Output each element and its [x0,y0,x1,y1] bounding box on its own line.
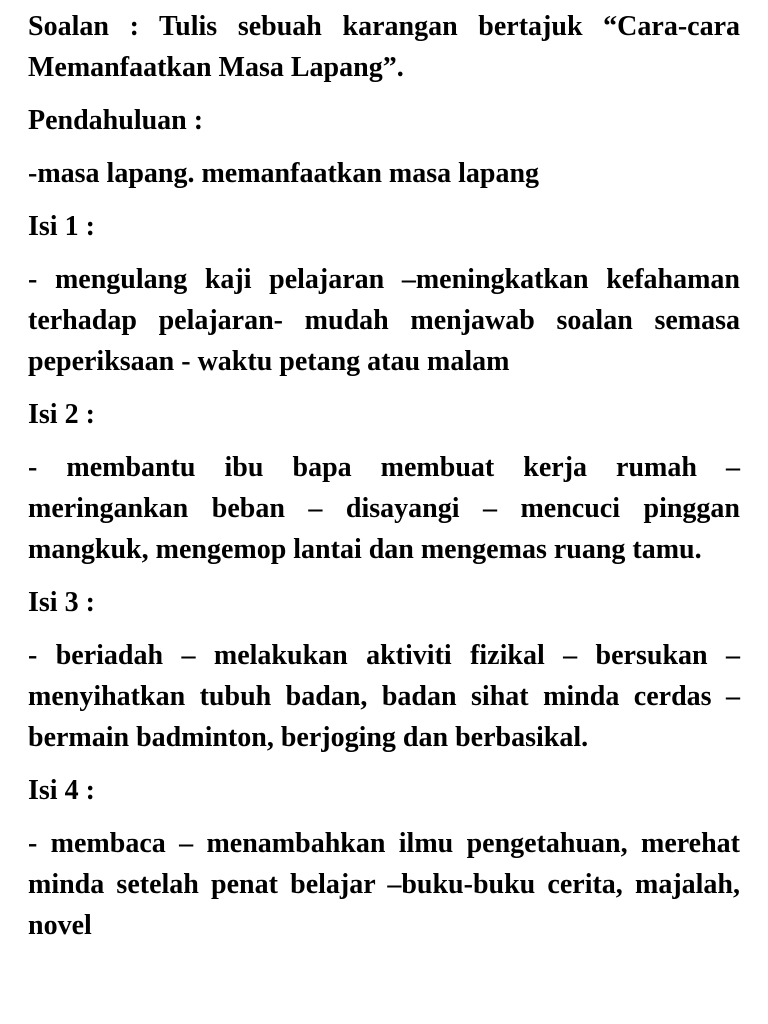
question-text: Soalan : Tulis sebuah karangan bertajuk “Cara-cara Memanfaatkan Masa Lapang”. [28,11,740,83]
section-2-text: - membantu ibu bapa membuat kerja rumah – meringankan beban – disayangi – mencuci pinggan mangkuk, mengemop lantai dan mengemas ruang tamu. [28,452,740,565]
section-1-heading: Isi 1 : [28,211,95,242]
section-4-heading: Isi 4 : [28,775,95,806]
section-3-text: - beriadah – melakukan aktiviti fizikal – bersukan – menyihatkan tubuh badan, badan sihat minda cerdas – bermain badminton, berjoging dan berbasikal. [28,640,740,753]
section-1-text: - mengulang kaji pelajaran –meningkatkan kefahaman terhadap pelajaran- mudah menjawab soalan semasa peperiksaan - waktu petang atau malam [28,264,740,377]
intro-text: -masa lapang. memanfaatkan masa lapang [28,158,540,189]
section-3-heading: Isi 3 : [28,587,95,618]
section-2-heading: Isi 2 : [28,399,95,430]
intro-heading: Pendahuluan : [28,105,204,136]
section-4-text: - membaca – menambahkan ilmu pengetahuan, merehat minda setelah penat belajar –buku-buku cerita, majalah, novel [28,828,740,941]
